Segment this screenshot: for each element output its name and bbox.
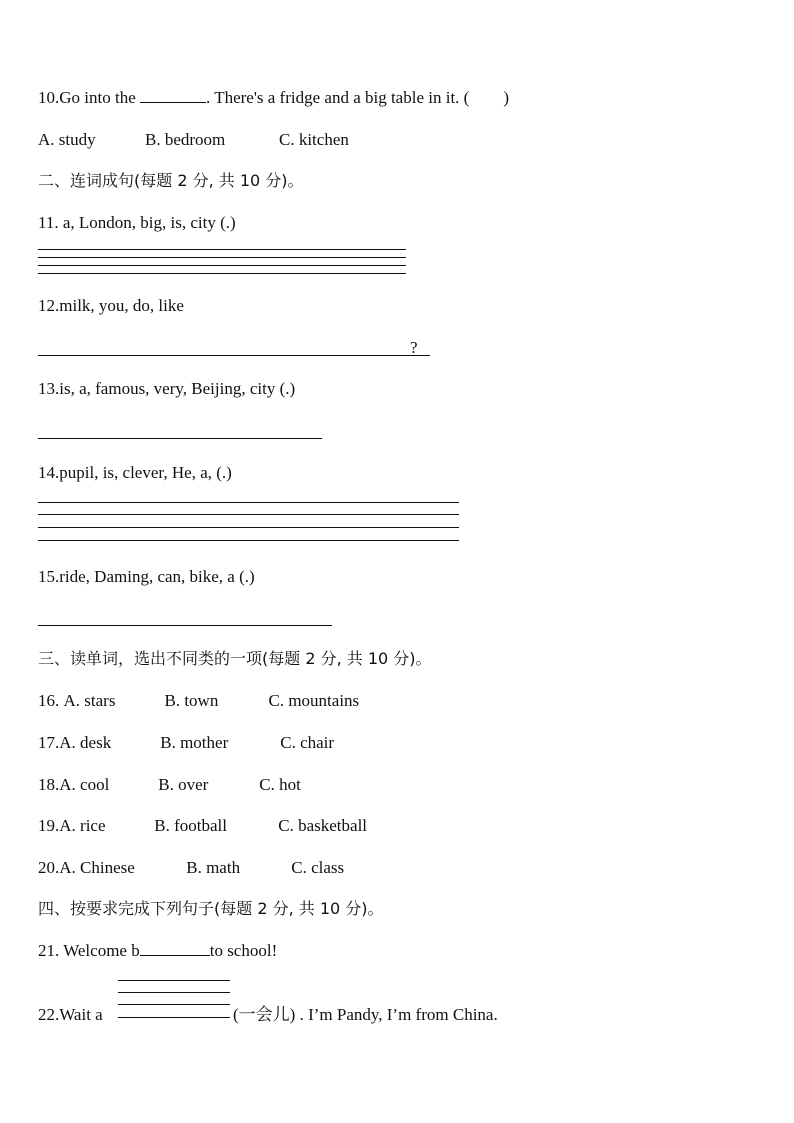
question-22: 22.Wait a [38, 1005, 103, 1024]
section-2-title: 二、连词成句(每题 2 分, 共 10 分)。 [38, 171, 304, 190]
question-22-hint: (一会儿) . I’m Pandy, I’m from China. [233, 1005, 498, 1024]
writing-line[interactable] [38, 502, 459, 503]
writing-line[interactable] [118, 1004, 230, 1005]
writing-line[interactable] [38, 265, 406, 266]
question-12: 12.milk, you, do, like [38, 296, 184, 315]
question-13: 13.is, a, famous, very, Beijing, city (.) [38, 379, 296, 398]
option-c[interactable]: C. chair [280, 733, 335, 752]
question-text: Go into the [59, 88, 140, 107]
question-10 [38, 88, 509, 108]
writing-line[interactable] [38, 273, 406, 274]
option-c[interactable]: C. kitchen [279, 130, 349, 149]
question-15: 15.ride, Daming, can, bike, a (.) [38, 567, 255, 586]
option-a[interactable]: A. study [38, 130, 96, 149]
question-number: 10. [38, 88, 60, 107]
option-c[interactable]: C. basketball [278, 816, 368, 835]
question-16 [38, 691, 359, 711]
question-number: 19. [38, 816, 60, 835]
question-11: 11. a, London, big, is, city (.) [38, 213, 236, 232]
writing-line[interactable] [38, 257, 406, 258]
writing-line[interactable] [38, 249, 406, 250]
question-19 [38, 816, 367, 836]
question-20 [38, 858, 344, 878]
option-a[interactable]: A. rice [59, 816, 106, 835]
option-c[interactable]: C. hot [259, 775, 301, 794]
option-b[interactable]: B. football [154, 816, 227, 835]
option-a[interactable]: A. desk [59, 733, 112, 752]
question-18 [38, 775, 301, 795]
question-14: 14.pupil, is, clever, He, a, (.) [38, 463, 232, 482]
writing-line[interactable] [118, 980, 230, 981]
question-text: 21. Welcome b [38, 941, 140, 960]
question-text: . There's a fridge and a big table in it. ( [206, 88, 470, 107]
writing-line[interactable] [118, 1017, 230, 1018]
writing-line[interactable] [38, 438, 322, 439]
writing-line[interactable] [38, 355, 430, 356]
answer-blank[interactable] [140, 88, 206, 103]
option-b[interactable]: B. bedroom [145, 130, 226, 149]
question-number: 18. [38, 775, 60, 794]
section-4-title: 四、按要求完成下列句子(每题 2 分, 共 10 分)。 [38, 899, 384, 918]
section-3-title: 三、读单词，选出不同类的一项(每题 2 分, 共 10 分)。 [38, 649, 432, 668]
question-number: 17. [38, 733, 60, 752]
option-b[interactable]: B. over [158, 775, 209, 794]
question-mark: ? [410, 338, 418, 357]
option-b[interactable]: B. math [186, 858, 241, 877]
writing-line[interactable] [38, 514, 459, 515]
question-21 [38, 941, 277, 961]
option-a[interactable]: A. Chinese [59, 858, 135, 877]
writing-line[interactable] [38, 625, 332, 626]
question-10-options [38, 130, 349, 150]
question-number: 20. [38, 858, 60, 877]
option-c[interactable]: C. class [291, 858, 345, 877]
option-b[interactable]: B. town [164, 691, 219, 710]
option-c[interactable]: C. mountains [268, 691, 360, 710]
option-a[interactable]: A. cool [59, 775, 110, 794]
answer-blank[interactable] [140, 941, 210, 956]
option-a[interactable]: A. stars [63, 691, 116, 710]
option-b[interactable]: B. mother [160, 733, 229, 752]
writing-line[interactable] [38, 527, 459, 528]
question-text: to school! [209, 941, 278, 960]
question-17 [38, 733, 334, 753]
bracket-close: ) [503, 88, 509, 107]
writing-line[interactable] [118, 992, 230, 993]
question-number: 16. [38, 691, 64, 710]
writing-line[interactable] [38, 540, 459, 541]
